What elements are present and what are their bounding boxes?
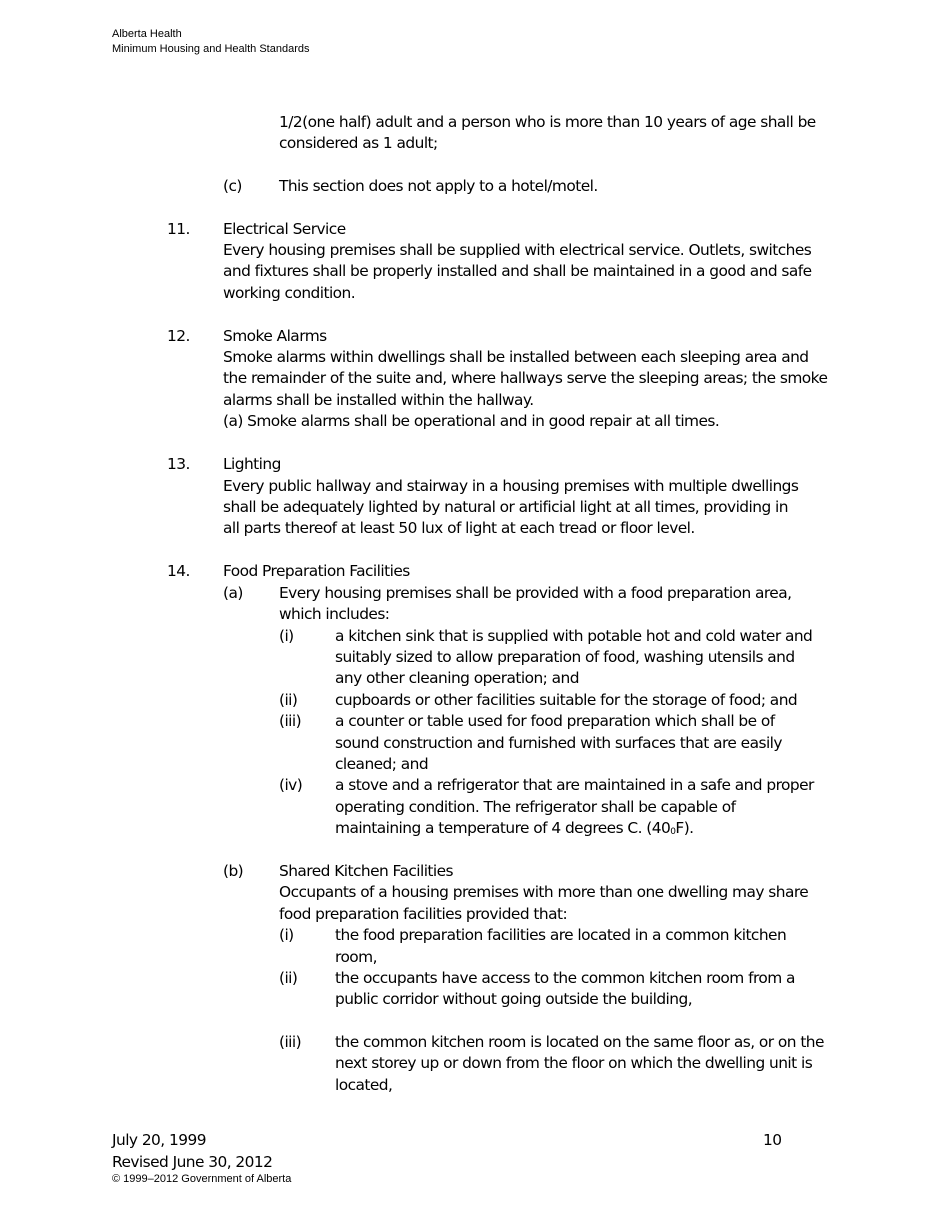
paragraph-line: next storey up or down from the floor on which the dwelling unit is <box>335 1054 813 1072</box>
item-label: (i) <box>279 926 294 944</box>
paragraph-line: cupboards or other facilities suitable for the storage of food; and <box>335 691 798 709</box>
paragraph-line: (a) Smoke alarms shall be operational and in good repair at all times. <box>223 412 720 430</box>
paragraph-line: public corridor without going outside the building, <box>335 990 693 1008</box>
paragraph-line: Every housing premises shall be supplied with electrical service. Outlets, switches <box>223 241 812 259</box>
paragraph-line: a counter or table used for food preparation which shall be of <box>335 712 775 730</box>
paragraph-line: Every public hallway and stairway in a housing premises with multiple dwellings <box>223 477 799 495</box>
paragraph-line: cleaned; and <box>335 755 429 773</box>
temperature-unit: F). <box>675 819 694 837</box>
paragraph-line: Every housing premises shall be provided with a food preparation area, <box>279 584 792 602</box>
paragraph-line: any other cleaning operation; and <box>335 669 579 687</box>
page-number: 10 <box>763 1131 782 1149</box>
section-number: 12. <box>167 327 190 345</box>
paragraph-line: the occupants have access to the common kitchen room from a <box>335 969 795 987</box>
degree-superscript: 0 <box>670 827 676 837</box>
paragraph-line: working condition. <box>223 284 356 302</box>
item-label: (ii) <box>279 691 298 709</box>
subsection-label: (c) <box>223 177 242 195</box>
section-number: 11. <box>167 220 190 238</box>
section-number: 13. <box>167 455 190 473</box>
header-organization: Alberta Health <box>112 28 182 40</box>
section-title: Food Preparation Facilities <box>223 562 410 580</box>
section-title: Lighting <box>223 455 281 473</box>
paragraph-line: located, <box>335 1076 393 1094</box>
paragraph-line: operating condition. The refrigerator shall be capable of <box>335 798 736 816</box>
paragraph-line: Occupants of a housing premises with more than one dwelling may share <box>279 883 809 901</box>
paragraph-line: Smoke alarms within dwellings shall be installed between each sleeping area and <box>223 348 809 366</box>
paragraph-line: This section does not apply to a hotel/motel. <box>279 177 598 195</box>
item-label: (iii) <box>279 712 302 730</box>
footer-copyright: © 1999–2012 Government of Alberta <box>112 1173 292 1185</box>
paragraph-line: which includes: <box>279 605 390 623</box>
paragraph-line: the common kitchen room is located on the same floor as, or on the <box>335 1033 824 1051</box>
paragraph-line: food preparation facilities provided that: <box>279 905 568 923</box>
paragraph-line: the food preparation facilities are located in a common kitchen <box>335 926 787 944</box>
paragraph-line: the remainder of the suite and, where hallways serve the sleeping areas; the smoke <box>223 369 828 387</box>
paragraph-line: sound construction and furnished with surfaces that are easily <box>335 734 782 752</box>
item-label: (iii) <box>279 1033 302 1051</box>
subsection-label: (b) <box>223 862 244 880</box>
paragraph-line: 1/2(one half) adult and a person who is more than 10 years of age shall be <box>279 113 816 131</box>
paragraph-line: all parts thereof at least 50 lux of light at each tread or floor level. <box>223 519 695 537</box>
item-label: (iv) <box>279 776 303 794</box>
footer-date: July 20, 1999 <box>112 1131 206 1149</box>
paragraph-line: a stove and a refrigerator that are maintained in a safe and proper <box>335 776 814 794</box>
paragraph-line <box>335 818 694 843</box>
paragraph-line: shall be adequately lighted by natural or artificial light at all times, providing in <box>223 498 788 516</box>
subsection-title: Shared Kitchen Facilities <box>279 862 454 880</box>
temperature-text: maintaining a temperature of 4 degrees C. (40 <box>335 819 671 837</box>
section-number: 14. <box>167 562 190 580</box>
paragraph-line: room, <box>335 948 377 966</box>
item-label: (ii) <box>279 969 298 987</box>
footer-revised: Revised June 30, 2012 <box>112 1153 273 1171</box>
item-label: (i) <box>279 627 294 645</box>
paragraph-line: alarms shall be installed within the hallway. <box>223 391 534 409</box>
paragraph-line: considered as 1 adult; <box>279 134 438 152</box>
paragraph-line: a kitchen sink that is supplied with potable hot and cold water and <box>335 627 813 645</box>
subsection-label: (a) <box>223 584 243 602</box>
header-document-title: Minimum Housing and Health Standards <box>112 43 310 55</box>
paragraph-line: suitably sized to allow preparation of food, washing utensils and <box>335 648 795 666</box>
paragraph-line: and fixtures shall be properly installed and shall be maintained in a good and safe <box>223 262 812 280</box>
section-title: Electrical Service <box>223 220 346 238</box>
section-title: Smoke Alarms <box>223 327 327 345</box>
